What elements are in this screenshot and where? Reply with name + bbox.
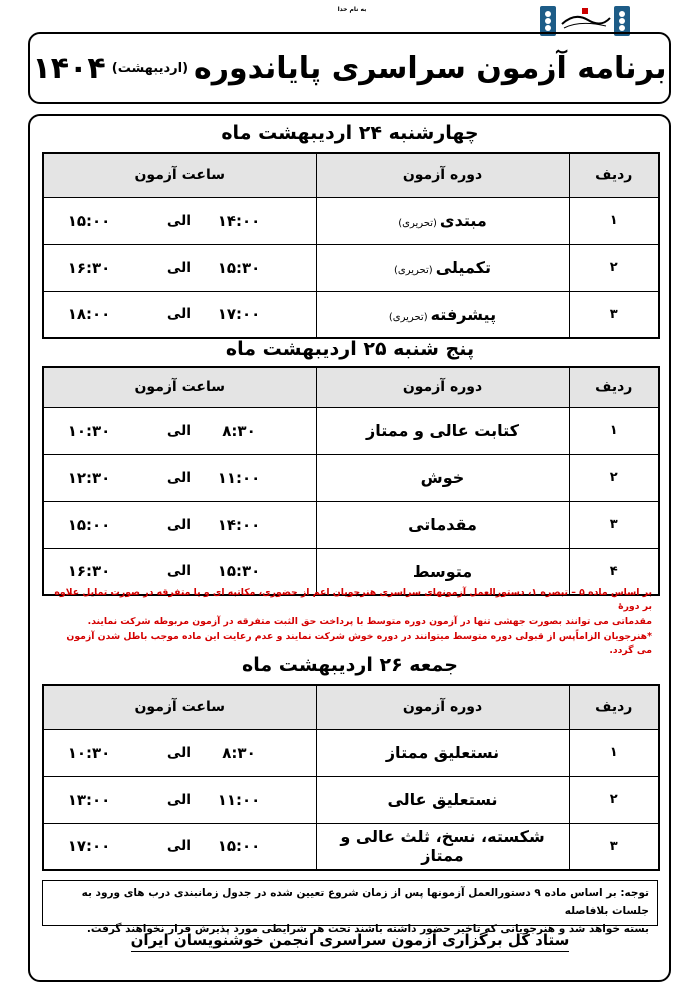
time-separator: الی — [166, 791, 192, 808]
start-time: ۱۴:۰۰ — [217, 211, 261, 230]
time-cell — [43, 197, 316, 244]
header-row: ردیف — [569, 685, 659, 729]
course-cell — [316, 454, 569, 501]
warning-note — [52, 586, 652, 659]
schedule-table-thursday — [42, 366, 660, 596]
course-name: نستعلیق عالی — [387, 790, 498, 809]
row-number: ۲ — [569, 244, 659, 291]
header-course: دوره آزمون — [316, 153, 569, 197]
course-name: متوسط — [412, 561, 473, 581]
course-cell — [316, 244, 569, 291]
course-name: مقدماتی — [408, 515, 477, 534]
course-name: نستعلیق ممتاز — [385, 743, 500, 762]
start-time: ۱۱:۰۰ — [217, 468, 261, 487]
table-row — [43, 197, 659, 244]
time-cell — [43, 407, 316, 454]
table-row — [43, 501, 659, 548]
row-number: ۲ — [569, 776, 659, 823]
time-separator: الی — [166, 469, 192, 486]
course-name: شکسته، نسخ، ثلث عالی و ممتاز — [340, 827, 545, 866]
course-cell — [316, 823, 569, 870]
course-note: (تحریری) — [398, 218, 437, 229]
footer — [0, 930, 700, 949]
time-cell — [43, 823, 316, 870]
course-note: (تحریری) — [388, 311, 428, 323]
warning-line: بر اساس ماده ۵ – تبصره ۱، دستورالعمل آزمونهای سراسری هنرجویان اعم از حضوری، مکاتبه ای و یا متفرقه در صورت تمایل علاوه بر دورهٔ — [54, 587, 652, 612]
time-cell — [43, 454, 316, 501]
time-separator: الی — [166, 516, 192, 533]
end-time: ۱۰:۳۰ — [67, 743, 111, 762]
warning-line: *هنرجویان الزاماًپس از قبولی دوره متوسط میتوانند در دوره خوش شرکت نمایند و عدم رعایت این ماده موجب باطل شدن آزمون می گردد. — [66, 631, 652, 656]
header-row: ردیف — [569, 367, 659, 407]
start-time: ۱۵:۳۰ — [217, 258, 261, 277]
day-title-wednesday: چهارشنبه ۲۴ اردیبهشت ماه — [221, 122, 479, 144]
row-number: ۳ — [569, 291, 659, 338]
course-note: (تحریری) — [394, 265, 433, 276]
header-time: ساعت آزمون — [43, 153, 316, 197]
row-number: ۴ — [569, 548, 659, 595]
course-cell — [316, 407, 569, 454]
header-course: دوره آزمون — [316, 367, 569, 407]
header-time: ساعت آزمون — [43, 367, 316, 407]
row-number: ۳ — [569, 501, 659, 548]
start-time: ۱۱:۰۰ — [217, 790, 261, 809]
table-row — [43, 729, 659, 776]
note-line: توجه: بر اساس ماده ۹ دستورالعمل آزمونها پس از زمان شروع تعیین شده در جدول زمانبندی درب های ورود به جلسات بلافاصله — [81, 887, 649, 917]
course-cell — [316, 729, 569, 776]
end-time: ۱۸:۰۰ — [67, 305, 111, 324]
header-course: دوره آزمون — [316, 685, 569, 729]
row-number: ۱ — [569, 407, 659, 454]
time-separator: الی — [166, 563, 192, 580]
table-row — [43, 244, 659, 291]
row-number: ۳ — [569, 823, 659, 870]
table-row — [43, 407, 659, 454]
row-number: ۱ — [569, 729, 659, 776]
course-cell — [316, 291, 569, 338]
time-separator: الی — [166, 838, 192, 855]
page-title: برنامه آزمون سراسری پایاندوره — [194, 50, 667, 86]
warning-line: مقدماتی می توانند بصورت جهشی تنها در آزمون دوره متوسط با پرداخت حق الثبت متفرقه در آزمون مربوطه شرکت نمایند. — [87, 616, 652, 627]
time-separator: الی — [166, 306, 192, 323]
title-year: ۱۴۰۴ — [32, 50, 106, 86]
course-name: مبتدی — [439, 211, 487, 230]
course-name: تکمیلی — [435, 258, 491, 277]
note-line: بسته خواهد شد و هنرجویانی که تاخیر حضور داشته باشند تحت هر شرایطی مورد پذیرش قرار نخواهند گرفت. — [86, 923, 649, 935]
end-time: ۱۷:۰۰ — [67, 837, 111, 856]
time-cell — [43, 291, 316, 338]
schedule-table-friday — [42, 684, 660, 871]
row-number: ۱ — [569, 197, 659, 244]
start-time: ۱۵:۰۰ — [217, 837, 261, 856]
end-time: ۱۵:۰۰ — [67, 515, 111, 534]
day-title-thursday: پنج شنبه ۲۵ اردیبهشت ماه — [225, 338, 475, 360]
header-time: ساعت آزمون — [43, 685, 316, 729]
table-row — [43, 454, 659, 501]
time-cell — [43, 776, 316, 823]
course-name: خوش — [420, 468, 465, 487]
start-time: ۸:۳۰ — [222, 743, 256, 762]
title-month: (اردیبهشت) — [111, 60, 189, 76]
table-row — [43, 291, 659, 338]
course-cell — [316, 501, 569, 548]
course-cell — [316, 776, 569, 823]
course-name: پیشرفته — [430, 304, 497, 324]
time-separator: الی — [166, 422, 192, 439]
end-time: ۱۳:۰۰ — [67, 790, 111, 809]
time-separator: الی — [166, 744, 192, 761]
time-cell — [43, 501, 316, 548]
footer-signature: ستاد کل برگزاری آزمون سراسری انجمن خوشنویسان ایران — [131, 931, 570, 952]
schedule-table-wednesday — [42, 152, 660, 339]
end-time: ۱۲:۳۰ — [67, 468, 111, 487]
day-title-friday: جمعه ۲۶ اردیبهشت ماه — [242, 654, 458, 676]
row-number: ۲ — [569, 454, 659, 501]
time-cell — [43, 244, 316, 291]
header-row: ردیف — [569, 153, 659, 197]
start-time: ۱۴:۰۰ — [217, 515, 261, 534]
time-cell — [43, 729, 316, 776]
time-separator: الی — [166, 259, 192, 276]
table-row — [43, 823, 659, 870]
course-cell — [316, 197, 569, 244]
end-time: ۱۰:۳۰ — [67, 421, 111, 440]
table-row — [43, 776, 659, 823]
end-time: ۱۵:۰۰ — [67, 211, 111, 230]
course-name: کتابت عالی و ممتاز — [366, 421, 519, 440]
start-time: ۸:۳۰ — [222, 421, 256, 440]
end-time: ۱۶:۳۰ — [67, 562, 111, 581]
end-time: ۱۶:۳۰ — [67, 258, 111, 277]
start-time: ۱۷:۰۰ — [217, 305, 261, 324]
bismillah-text: به نام خدا — [337, 6, 367, 13]
title-box — [28, 32, 671, 104]
start-time: ۱۵:۳۰ — [217, 562, 261, 581]
time-separator: الی — [166, 212, 192, 229]
attendance-note — [42, 880, 658, 935]
